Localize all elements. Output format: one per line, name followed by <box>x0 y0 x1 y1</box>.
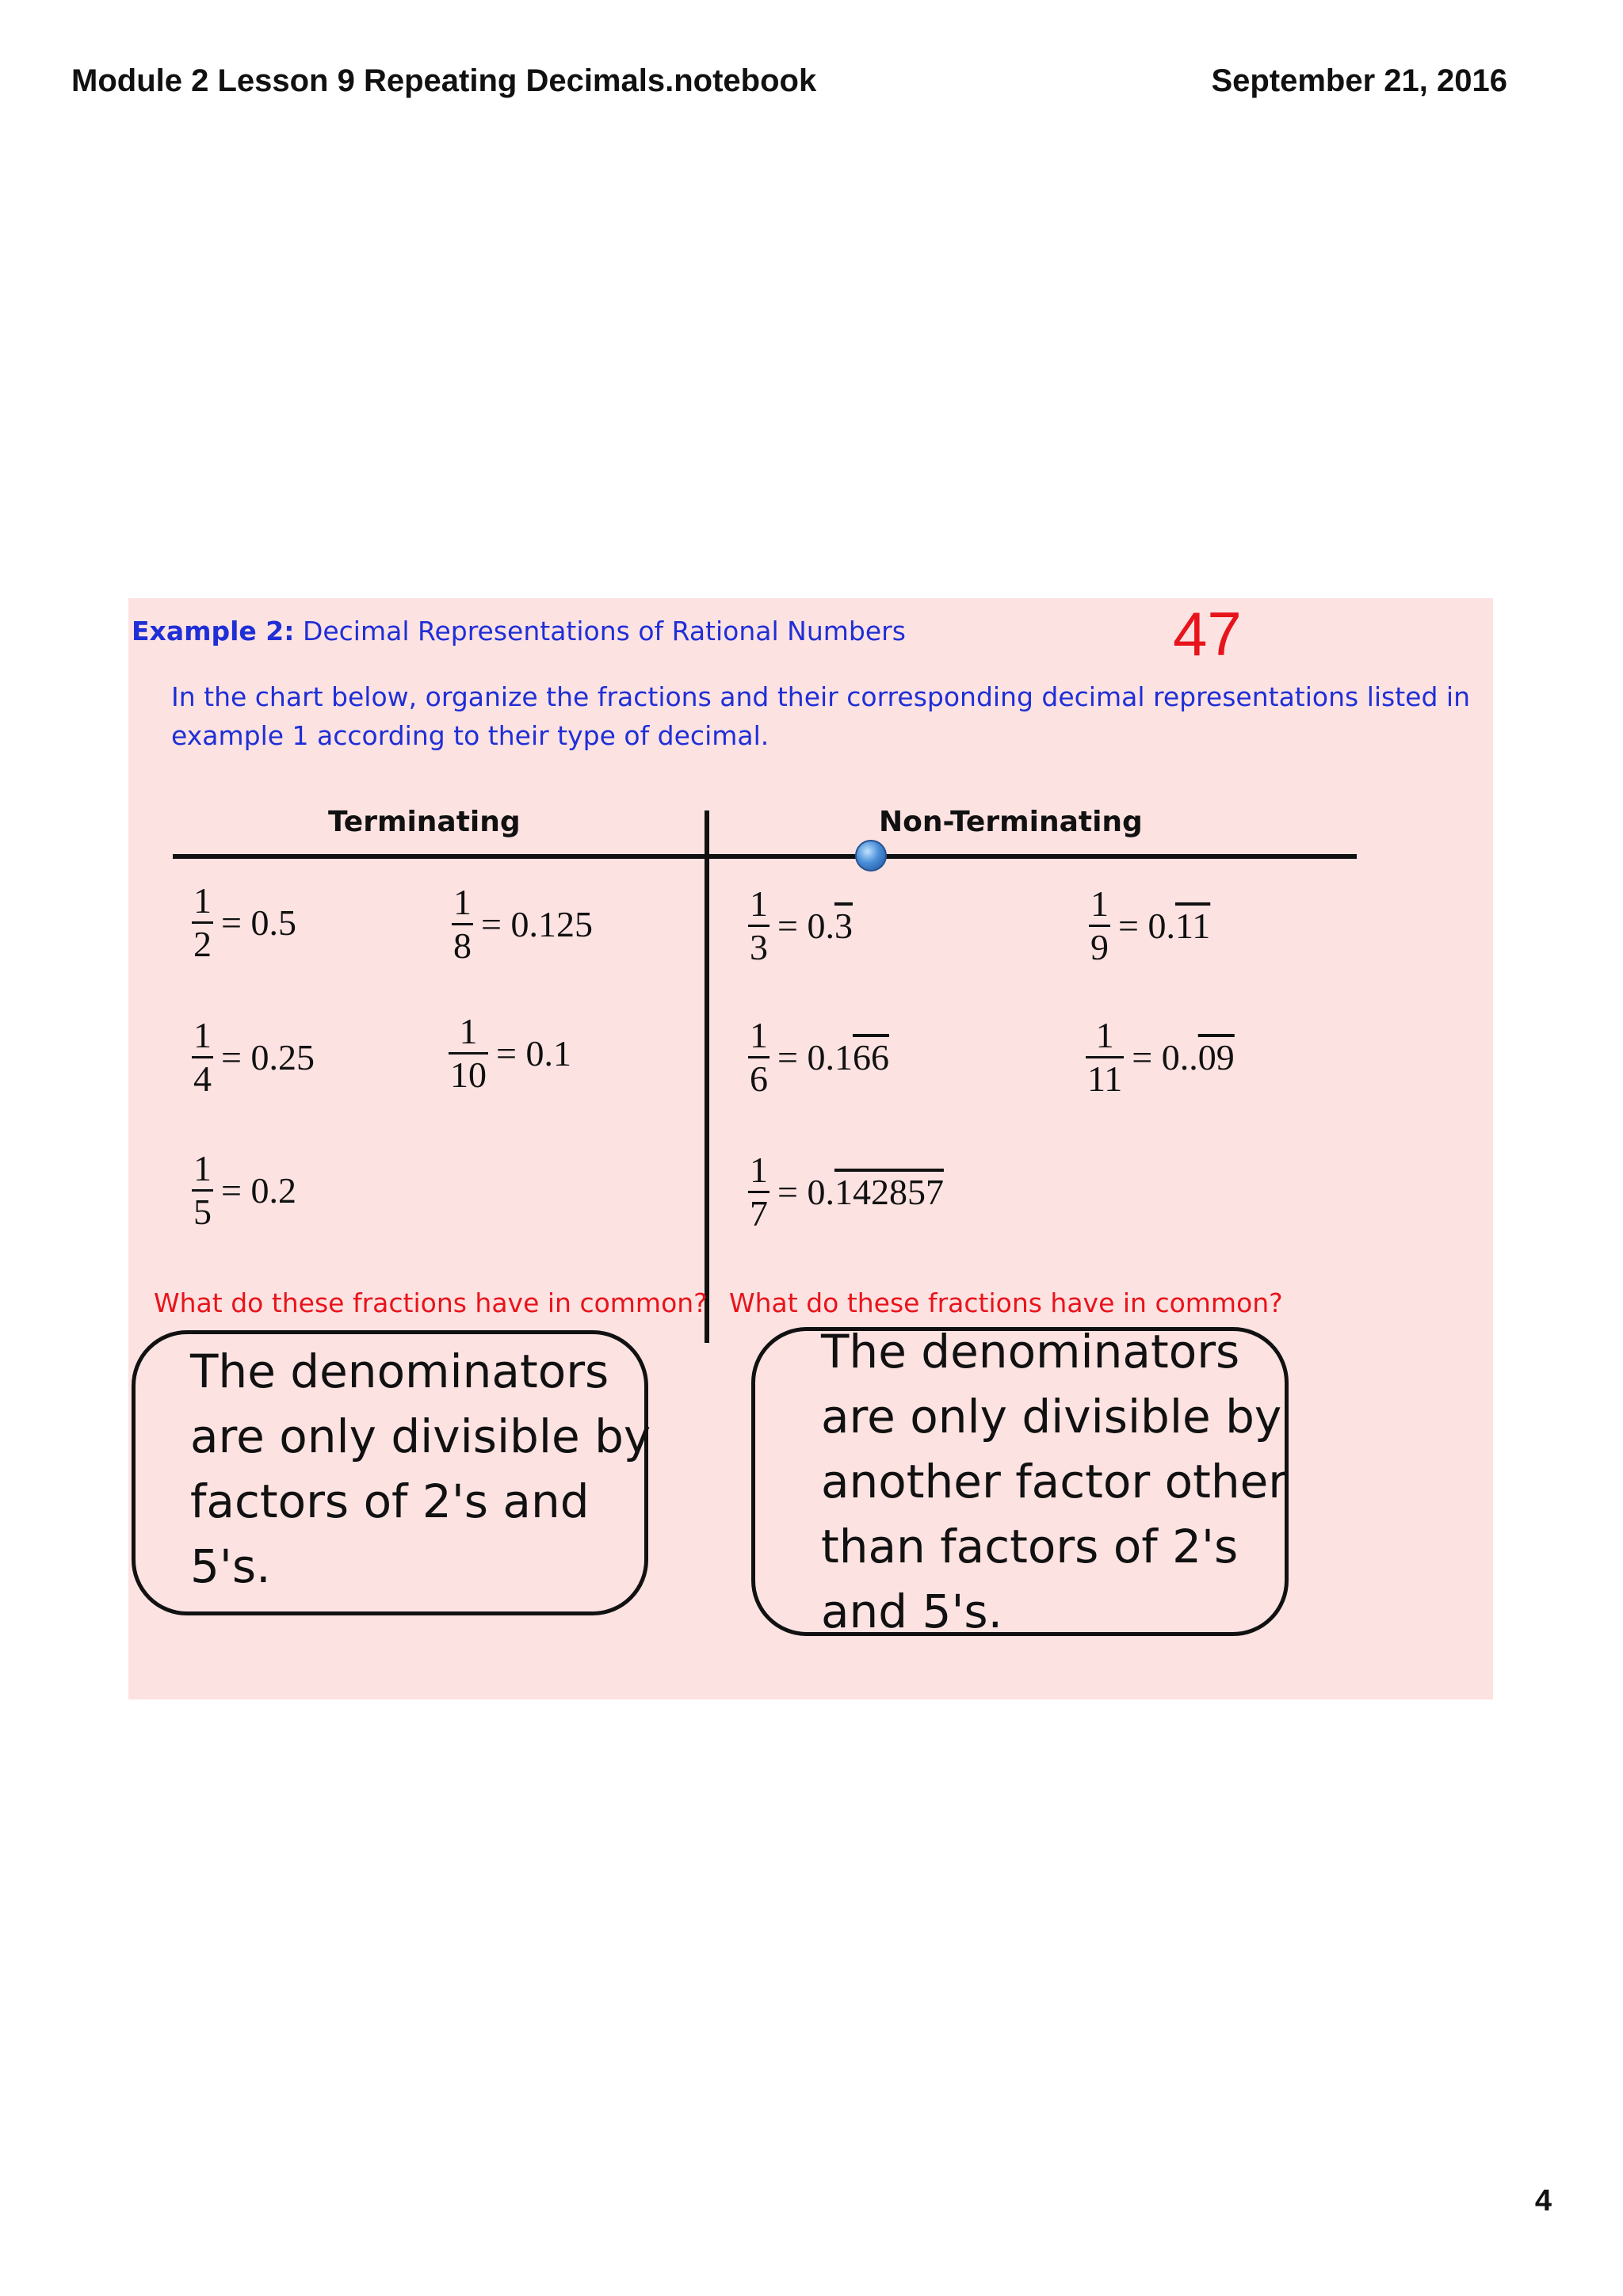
fraction-item: 1 8 = 0.125 <box>453 882 593 966</box>
terminating-heading: Terminating <box>328 806 521 838</box>
page-number: 4 <box>1534 2184 1552 2218</box>
non-terminating-answer: The denominators are only divisible by another factor other than factors of 2's and 5's. <box>821 1325 1288 1638</box>
non-terminating-heading: Non-Terminating <box>879 806 1143 838</box>
handwritten-number: 47 <box>1173 599 1242 669</box>
fraction-item: 1 6 = 0.166 <box>750 1015 889 1099</box>
terminating-answer: The denominators are only divisible by factors of 2's and 5's. <box>190 1344 651 1593</box>
fraction-item: 1 7 = 0.142857 <box>750 1150 944 1234</box>
slide-panel <box>128 598 1493 1699</box>
terminating-question: What do these fractions have in common? <box>154 1287 708 1318</box>
fraction-item: 1 4 = 0.25 <box>193 1015 315 1099</box>
chart-vertical-rule <box>705 810 709 1343</box>
fraction-item: 1 11 = 0..09 <box>1087 1015 1235 1099</box>
instructions: In the chart below, organize the fractions and their corresponding decimal representations listed in example 1 according to their type of decimal. <box>171 681 1470 751</box>
example-title <box>132 616 906 646</box>
non-terminating-question: What do these fractions have in common? <box>729 1287 1283 1318</box>
chart-horizontal-rule <box>173 854 1357 859</box>
notebook-title: Module 2 Lesson 9 Repeating Decimals.notebook <box>71 63 817 98</box>
fraction-item: 1 10 = 0.1 <box>450 1011 571 1095</box>
example-label: Example 2: <box>132 616 295 646</box>
fraction-item: 1 2 = 0.5 <box>193 880 296 964</box>
fraction-item: 1 5 = 0.2 <box>193 1148 296 1232</box>
page-date: September 21, 2016 <box>1211 63 1507 98</box>
fraction-item: 1 3 = 0.3 <box>750 883 853 967</box>
fraction-item: 1 9 = 0.11 <box>1090 883 1211 967</box>
example-heading: Decimal Representations of Rational Numbers <box>302 616 906 646</box>
globe-icon[interactable] <box>855 840 887 871</box>
